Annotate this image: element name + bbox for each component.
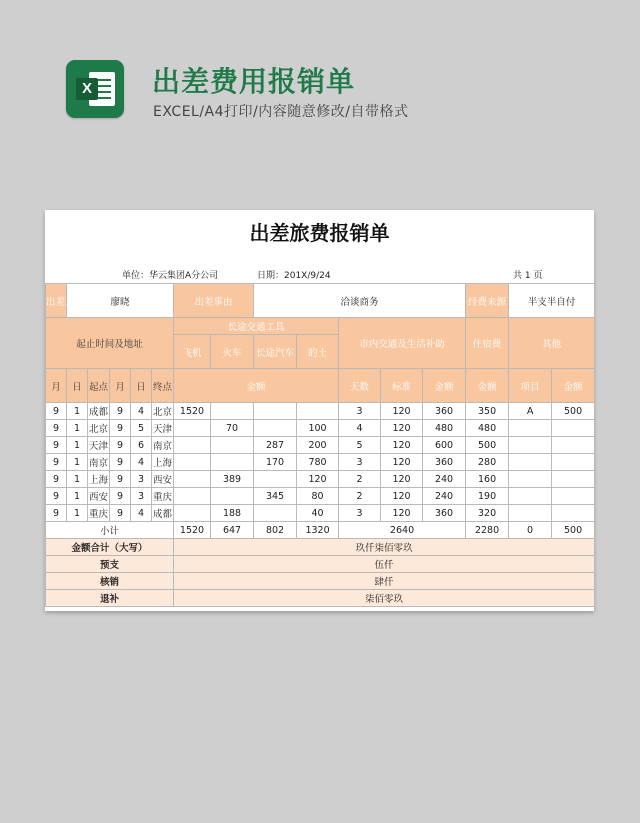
lodging-amount[interactable]: 350 xyxy=(466,403,509,420)
lodging-amount[interactable]: 280 xyxy=(466,454,509,471)
table-row xyxy=(46,403,595,420)
table-row xyxy=(46,505,595,522)
plane-amount[interactable] xyxy=(174,454,211,471)
lodging-header: 住宿费 xyxy=(466,318,509,369)
bus-amount[interactable]: 170 xyxy=(254,454,297,471)
origin[interactable]: 南京 xyxy=(88,454,110,471)
other-item[interactable]: A xyxy=(509,403,552,420)
subtotal-bus[interactable]: 802 xyxy=(254,522,297,539)
table-row xyxy=(46,488,595,505)
writeoff-label: 核销 xyxy=(46,573,174,590)
destination[interactable]: 南京 xyxy=(152,437,174,454)
lodging-amount-header: 金额 xyxy=(466,369,509,403)
start-month[interactable]: 9 xyxy=(46,505,67,522)
excel-icon xyxy=(66,60,124,118)
funding-value[interactable]: 半支半自付 xyxy=(509,284,595,318)
start-day[interactable]: 1 xyxy=(67,403,88,420)
bus-amount[interactable] xyxy=(254,471,297,488)
table-row xyxy=(46,420,595,437)
other-item[interactable] xyxy=(509,488,552,505)
month-header: 月 xyxy=(46,369,67,403)
origin[interactable]: 上海 xyxy=(88,471,110,488)
other-amount[interactable] xyxy=(552,437,595,454)
days[interactable]: 5 xyxy=(339,437,381,454)
plane-amount[interactable]: 1520 xyxy=(174,403,211,420)
lodging-amount[interactable]: 500 xyxy=(466,437,509,454)
plane-amount[interactable] xyxy=(174,420,211,437)
standard[interactable]: 120 xyxy=(381,454,423,471)
lodging-amount[interactable]: 320 xyxy=(466,505,509,522)
header-row-1 xyxy=(46,318,595,335)
refund-value[interactable]: 柒佰零玖 xyxy=(174,590,595,607)
standard-header: 标准 xyxy=(381,369,423,403)
document-sheet xyxy=(45,210,594,611)
end-month[interactable]: 9 xyxy=(110,488,131,505)
taxi-amount[interactable]: 80 xyxy=(297,488,339,505)
taxi-amount[interactable]: 120 xyxy=(297,471,339,488)
other-header: 其他 xyxy=(509,318,595,369)
taxi-amount[interactable]: 100 xyxy=(297,420,339,437)
origin-header: 起点 xyxy=(88,369,110,403)
end-day[interactable]: 4 xyxy=(131,403,152,420)
page-count-label: 共 1 页 xyxy=(513,271,543,281)
start-month[interactable]: 9 xyxy=(46,420,67,437)
subtotal-lodging[interactable]: 2280 xyxy=(466,522,509,539)
taxi-amount[interactable]: 200 xyxy=(297,437,339,454)
days[interactable]: 3 xyxy=(339,454,381,471)
days[interactable]: 3 xyxy=(339,403,381,420)
subtotal-label: 小计 xyxy=(46,522,174,539)
end-month[interactable]: 9 xyxy=(110,471,131,488)
train-amount[interactable] xyxy=(211,403,254,420)
other-amount[interactable] xyxy=(552,505,595,522)
start-day[interactable]: 1 xyxy=(67,505,88,522)
document-title: 出差旅费报销单 xyxy=(249,221,390,245)
standard[interactable]: 120 xyxy=(381,505,423,522)
plane-amount[interactable] xyxy=(174,505,211,522)
plane-amount[interactable] xyxy=(174,471,211,488)
subtotal-item[interactable]: 0 xyxy=(509,522,552,539)
advance-label: 预支 xyxy=(46,556,174,573)
local-amount[interactable]: 240 xyxy=(423,471,466,488)
local-amount[interactable]: 600 xyxy=(423,437,466,454)
total-label: 金额合计（大写） xyxy=(46,539,174,556)
other-amount[interactable] xyxy=(552,420,595,437)
other-item[interactable] xyxy=(509,420,552,437)
days[interactable]: 4 xyxy=(339,420,381,437)
days-header: 天数 xyxy=(339,369,381,403)
bus-amount[interactable]: 345 xyxy=(254,488,297,505)
train-amount[interactable] xyxy=(211,437,254,454)
lodging-amount[interactable]: 190 xyxy=(466,488,509,505)
end-month[interactable]: 9 xyxy=(110,437,131,454)
plane-amount[interactable] xyxy=(174,437,211,454)
end-day[interactable]: 4 xyxy=(131,454,152,471)
end-day[interactable]: 5 xyxy=(131,420,152,437)
subtotal-local[interactable]: 2640 xyxy=(339,522,466,539)
start-month[interactable]: 9 xyxy=(46,403,67,420)
end-day[interactable]: 3 xyxy=(131,488,152,505)
other-item[interactable] xyxy=(509,471,552,488)
local-amount[interactable]: 360 xyxy=(423,403,466,420)
start-month[interactable]: 9 xyxy=(46,471,67,488)
origin[interactable]: 成都 xyxy=(88,403,110,420)
local-amount-header: 金额 xyxy=(423,369,466,403)
advance-value[interactable]: 伍仟 xyxy=(174,556,595,573)
lodging-amount[interactable]: 480 xyxy=(466,420,509,437)
destination-header: 终点 xyxy=(152,369,174,403)
standard[interactable]: 120 xyxy=(381,471,423,488)
day-header: 日 xyxy=(67,369,88,403)
date-label: 日期：201X/9/24 xyxy=(257,271,331,281)
bus-amount[interactable] xyxy=(254,403,297,420)
lodging-amount[interactable]: 160 xyxy=(466,471,509,488)
info-row xyxy=(46,284,595,318)
start-month[interactable]: 9 xyxy=(46,454,67,471)
start-day[interactable]: 1 xyxy=(67,454,88,471)
end-day[interactable]: 6 xyxy=(131,437,152,454)
end-month[interactable]: 9 xyxy=(110,420,131,437)
other-item[interactable] xyxy=(509,505,552,522)
origin[interactable]: 北京 xyxy=(88,420,110,437)
unit-label: 单位：华云集团A分公司 xyxy=(122,271,219,281)
traveler-label: 出差人 xyxy=(46,284,67,318)
start-month[interactable]: 9 xyxy=(46,488,67,505)
end-month[interactable]: 9 xyxy=(110,454,131,471)
other-amount[interactable]: 500 xyxy=(552,403,595,420)
subtotal-train[interactable]: 647 xyxy=(211,522,254,539)
destination[interactable]: 上海 xyxy=(152,454,174,471)
standard[interactable]: 120 xyxy=(381,488,423,505)
destination[interactable]: 天津 xyxy=(152,420,174,437)
train-amount[interactable] xyxy=(211,488,254,505)
header-row-3 xyxy=(46,369,595,403)
traveler-value[interactable]: 廖晓 xyxy=(67,284,174,318)
end-month[interactable]: 9 xyxy=(110,403,131,420)
other-amount[interactable] xyxy=(552,488,595,505)
days[interactable]: 2 xyxy=(339,488,381,505)
excel-x-badge: X xyxy=(76,78,98,100)
start-day[interactable]: 1 xyxy=(67,488,88,505)
reason-value[interactable]: 洽谈商务 xyxy=(254,284,466,318)
total-value[interactable]: 玖仟柒佰零玖 xyxy=(174,539,595,556)
end-month[interactable]: 9 xyxy=(110,505,131,522)
subtotal-taxi[interactable]: 1320 xyxy=(297,522,339,539)
other-item[interactable] xyxy=(509,437,552,454)
taxi-amount[interactable]: 780 xyxy=(297,454,339,471)
other-amount-header: 金额 xyxy=(552,369,595,403)
taxi-amount[interactable]: 40 xyxy=(297,505,339,522)
other-amount[interactable] xyxy=(552,471,595,488)
bus-amount[interactable] xyxy=(254,420,297,437)
bus-amount[interactable]: 287 xyxy=(254,437,297,454)
refund-label: 退补 xyxy=(46,590,174,607)
destination[interactable]: 西安 xyxy=(152,471,174,488)
local-amount[interactable]: 360 xyxy=(423,505,466,522)
destination[interactable]: 成都 xyxy=(152,505,174,522)
summary-row-total xyxy=(46,539,595,556)
start-day[interactable]: 1 xyxy=(67,420,88,437)
train-amount[interactable]: 389 xyxy=(211,471,254,488)
train-amount[interactable] xyxy=(211,454,254,471)
funding-label: 经费来源 xyxy=(466,284,509,318)
standard[interactable]: 120 xyxy=(381,437,423,454)
other-item[interactable] xyxy=(509,454,552,471)
route-header: 起止时间及地址 xyxy=(46,318,174,369)
plane-header: 飞机 xyxy=(174,335,211,369)
standard[interactable]: 120 xyxy=(381,403,423,420)
item-header: 项目 xyxy=(509,369,552,403)
subtotal-plane[interactable]: 1520 xyxy=(174,522,211,539)
days[interactable]: 2 xyxy=(339,471,381,488)
plane-amount[interactable] xyxy=(174,488,211,505)
local-amount[interactable]: 240 xyxy=(423,488,466,505)
taxi-header: 的士 xyxy=(297,335,339,369)
local-amount[interactable]: 480 xyxy=(423,420,466,437)
summary-row-refund xyxy=(46,590,595,607)
taxi-amount[interactable] xyxy=(297,403,339,420)
day-header: 日 xyxy=(131,369,152,403)
bus-header: 长途汽车 xyxy=(254,335,297,369)
standard[interactable]: 120 xyxy=(381,420,423,437)
subtotal-other[interactable]: 500 xyxy=(552,522,595,539)
destination[interactable]: 重庆 xyxy=(152,488,174,505)
start-month[interactable]: 9 xyxy=(46,437,67,454)
local-amount[interactable]: 360 xyxy=(423,454,466,471)
expense-table xyxy=(45,283,595,607)
writeoff-value[interactable]: 肆仟 xyxy=(174,573,595,590)
end-day[interactable]: 3 xyxy=(131,471,152,488)
end-day[interactable]: 4 xyxy=(131,505,152,522)
table-row xyxy=(46,437,595,454)
summary-row-advance xyxy=(46,556,595,573)
long-distance-header: 长途交通工具 xyxy=(174,318,339,335)
train-amount[interactable]: 70 xyxy=(211,420,254,437)
origin[interactable]: 重庆 xyxy=(88,505,110,522)
start-day[interactable]: 1 xyxy=(67,471,88,488)
other-amount[interactable] xyxy=(552,454,595,471)
summary-row-writeoff xyxy=(46,573,595,590)
train-amount[interactable]: 188 xyxy=(211,505,254,522)
transport-amount-header: 金额 xyxy=(174,369,339,403)
page-subtitle: EXCEL/A4打印/内容随意修改/自带格式 xyxy=(153,104,409,120)
days[interactable]: 3 xyxy=(339,505,381,522)
page-title: 出差费用报销单 xyxy=(152,65,356,98)
month-header: 月 xyxy=(110,369,131,403)
destination[interactable]: 北京 xyxy=(152,403,174,420)
start-day[interactable]: 1 xyxy=(67,437,88,454)
local-header: 市内交通及生活补助 xyxy=(339,318,466,369)
table-row xyxy=(46,454,595,471)
table-row xyxy=(46,471,595,488)
subtotal-row xyxy=(46,522,595,539)
train-header: 火车 xyxy=(211,335,254,369)
origin[interactable]: 西安 xyxy=(88,488,110,505)
bus-amount[interactable] xyxy=(254,505,297,522)
reason-label: 出差事由 xyxy=(174,284,254,318)
origin[interactable]: 天津 xyxy=(88,437,110,454)
